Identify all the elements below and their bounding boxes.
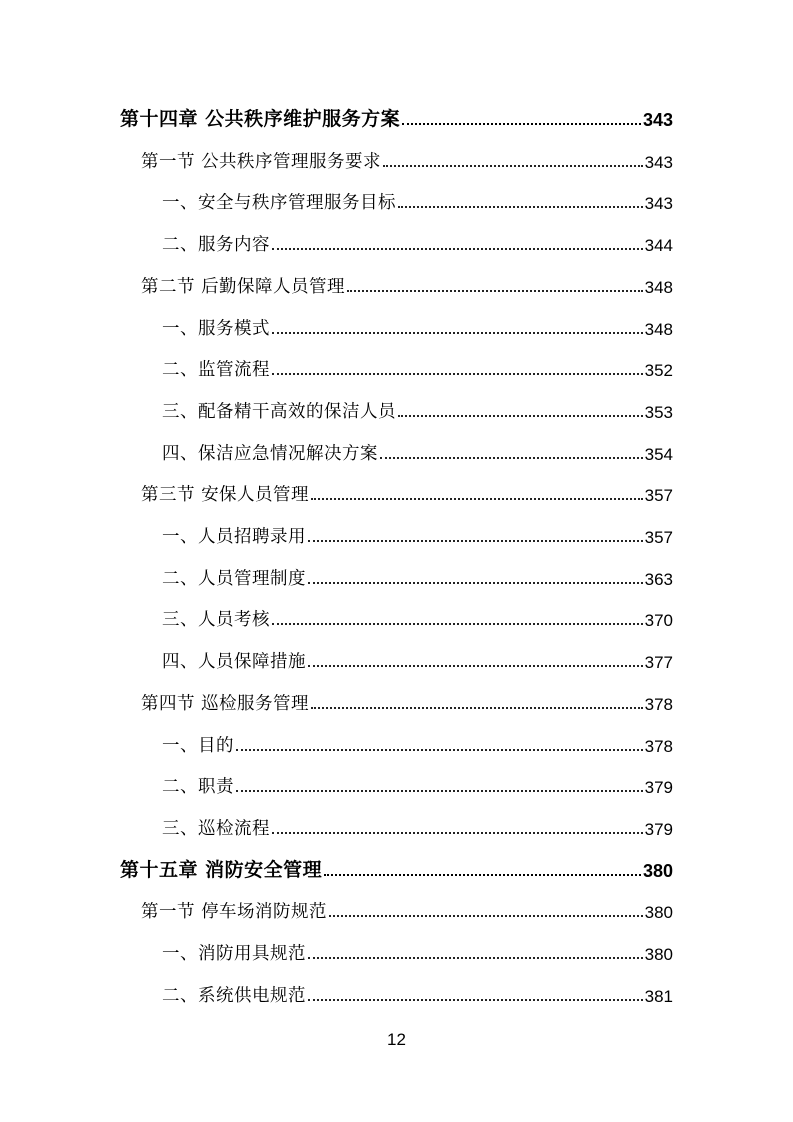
toc-subsection-entry[interactable] xyxy=(162,643,673,673)
toc-subsection-entry[interactable] xyxy=(162,768,673,798)
toc-entry-page: 343 xyxy=(642,110,673,130)
toc-entry-title: 二、职责 xyxy=(162,777,234,798)
toc-entry-page: 348 xyxy=(644,319,673,339)
toc-entry-page: 363 xyxy=(644,569,673,589)
toc-entry-page: 378 xyxy=(644,736,673,756)
toc-subsection-entry[interactable] xyxy=(162,601,673,631)
toc-subsection-entry[interactable] xyxy=(162,727,673,757)
toc-entry-page: 377 xyxy=(644,653,673,673)
toc-entry-page: 380 xyxy=(644,903,673,923)
toc-entry-title: 第一节 公共秩序管理服务要求 xyxy=(141,151,382,172)
toc-entry-page: 344 xyxy=(644,236,673,256)
toc-dot-leader xyxy=(380,445,643,459)
toc-entry-page: 381 xyxy=(644,986,673,1006)
toc-entry-page: 380 xyxy=(642,860,673,881)
toc-entry-title: 四、人员保障措施 xyxy=(162,652,306,673)
toc-entry-title: 一、消防用具规范 xyxy=(162,944,306,964)
page-number: 12 xyxy=(387,1030,406,1049)
toc-entry-title: 第三节 安保人员管理 xyxy=(141,485,310,506)
toc-entry-title: 三、配备精干高效的保洁人员 xyxy=(162,401,396,422)
toc-subsection-entry[interactable] xyxy=(162,977,673,1007)
toc-dot-leader xyxy=(308,570,643,584)
toc-entry-page: 354 xyxy=(644,444,673,464)
toc-subsection-entry[interactable] xyxy=(162,393,673,423)
toc-subsection-entry[interactable] xyxy=(162,351,673,381)
toc-entry-page: 353 xyxy=(644,402,673,422)
toc-entry-title: 二、系统供电规范 xyxy=(162,985,306,1006)
toc-dot-leader xyxy=(324,862,641,876)
toc-subsection-entry[interactable] xyxy=(162,226,673,256)
toc-dot-leader xyxy=(236,778,643,792)
toc-section-entry[interactable] xyxy=(141,685,673,715)
toc-dot-leader xyxy=(398,403,643,417)
toc-dot-leader xyxy=(308,653,643,667)
toc-dot-leader xyxy=(272,361,643,375)
toc-chapter-entry[interactable] xyxy=(120,101,673,131)
toc-subsection-entry[interactable] xyxy=(162,310,673,340)
toc-dot-leader xyxy=(272,236,643,250)
toc-dot-leader xyxy=(308,987,643,1001)
toc-subsection-entry[interactable] xyxy=(162,435,673,465)
toc-entry-page: 379 xyxy=(644,819,673,839)
toc-entry-title: 第四节 巡检服务管理 xyxy=(141,693,310,714)
toc-entry-title: 第十五章 消防安全管理 xyxy=(120,858,323,881)
toc-dot-leader xyxy=(308,528,643,542)
toc-entry-page: 378 xyxy=(644,694,673,714)
toc-dot-leader xyxy=(272,320,643,334)
toc-chapter-entry[interactable] xyxy=(120,852,673,882)
toc-entry-title: 第一节 停车场消防规范 xyxy=(141,902,328,923)
toc-dot-leader xyxy=(236,737,643,751)
toc-entry-title: 二、人员管理制度 xyxy=(162,568,306,589)
toc-subsection-entry[interactable] xyxy=(162,518,673,548)
toc-section-entry[interactable] xyxy=(141,268,673,298)
toc-entry-title: 三、巡检流程 xyxy=(162,818,270,839)
toc-subsection-entry[interactable] xyxy=(162,810,673,840)
toc-dot-leader xyxy=(308,945,643,959)
toc-dot-leader xyxy=(272,611,643,625)
toc-dot-leader xyxy=(272,820,643,834)
toc-entry-page: 379 xyxy=(644,778,673,798)
toc-dot-leader xyxy=(347,278,643,292)
toc-entry-title: 一、服务模式 xyxy=(162,318,270,339)
toc-dot-leader xyxy=(398,194,643,208)
toc-entry-title: 三、人员考核 xyxy=(162,610,270,631)
toc-entry-page: 343 xyxy=(644,194,673,214)
toc-dot-leader xyxy=(329,903,643,917)
toc-entry-title: 第二节 后勤保障人员管理 xyxy=(141,276,346,297)
toc-entry-title: 一、人员招聘录用 xyxy=(162,527,306,547)
toc-dot-leader xyxy=(402,111,641,125)
toc-section-entry[interactable] xyxy=(141,143,673,173)
toc-entry-page: 352 xyxy=(644,361,673,381)
toc-entry-page: 357 xyxy=(644,528,673,547)
toc-subsection-entry[interactable] xyxy=(162,935,673,965)
toc-entry-title: 第十四章 公共秩序维护服务方案 xyxy=(120,108,401,130)
toc-dot-leader xyxy=(311,695,643,709)
toc-section-entry[interactable] xyxy=(141,893,673,923)
toc-entry-page: 357 xyxy=(644,486,673,506)
toc-entry-title: 二、监管流程 xyxy=(162,360,270,381)
toc-entry-title: 二、服务内容 xyxy=(162,235,270,256)
toc-entry-page: 348 xyxy=(644,277,673,297)
toc-entry-title: 四、保洁应急情况解决方案 xyxy=(162,443,378,464)
toc-section-entry[interactable] xyxy=(141,476,673,506)
toc-entry-page: 380 xyxy=(644,945,673,964)
toc-subsection-entry[interactable] xyxy=(162,560,673,590)
toc-dot-leader xyxy=(383,153,643,167)
toc-entry-page: 343 xyxy=(644,152,673,172)
toc-entry-page: 370 xyxy=(644,611,673,631)
toc-dot-leader xyxy=(311,486,643,500)
toc-entry-title: 一、目的 xyxy=(162,735,234,756)
toc-subsection-entry[interactable] xyxy=(162,184,673,214)
toc-entry-title: 一、安全与秩序管理服务目标 xyxy=(162,193,396,214)
